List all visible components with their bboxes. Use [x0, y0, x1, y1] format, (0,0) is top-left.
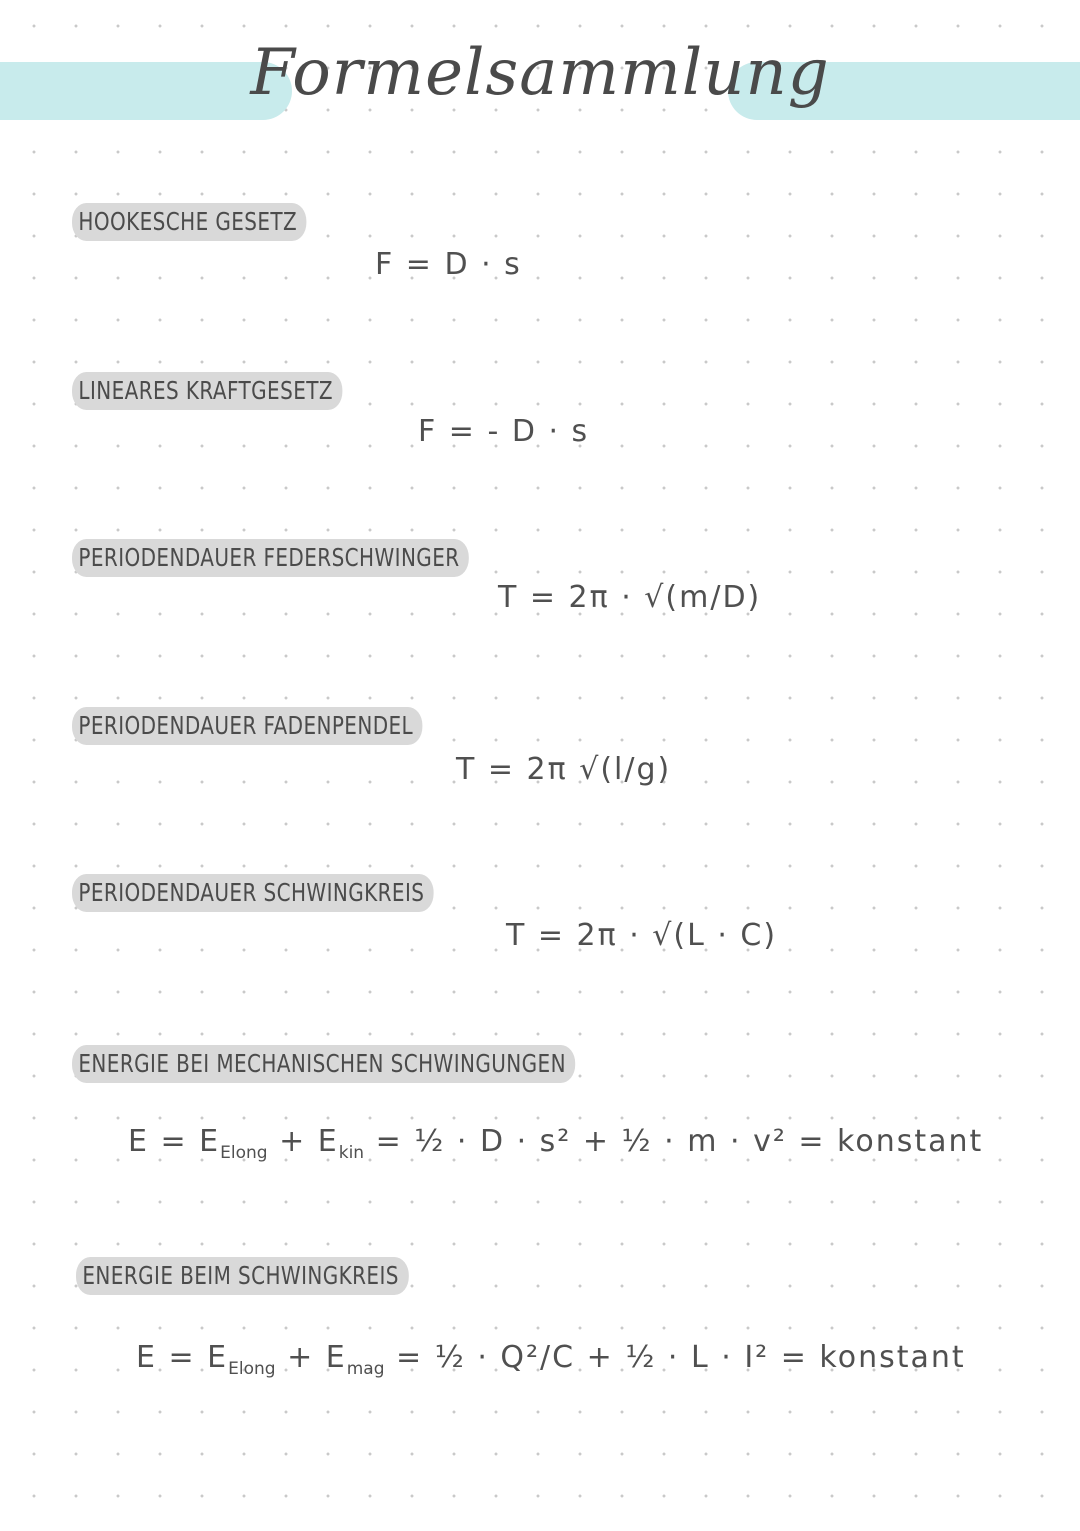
formula-part: = ½ · Q²/C + ½ · L · I² = konstant — [384, 1340, 966, 1375]
formula-part: = ½ · D · s² + ½ · m · v² = konstant — [364, 1124, 984, 1159]
heading-periodendauer-fadenpendel: PERIODENDAUER FADENPENDEL — [72, 707, 423, 745]
formula-energie-schwingkreis — [136, 1340, 966, 1379]
heading-hookesche-gesetz: HOOKESCHE GESETZ — [72, 203, 307, 241]
subscript-kin: kin — [338, 1143, 365, 1163]
subscript-mag: mag — [346, 1359, 385, 1379]
heading-energie-mechanisch: ENERGIE BEI MECHANISCHEN SCHWINGUNGEN — [72, 1045, 576, 1083]
formula-periodendauer-fadenpendel: T = 2π √(l/g) — [456, 752, 672, 787]
subscript-elong: Elong — [228, 1359, 276, 1379]
heading-energie-schwingkreis: ENERGIE BEIM SCHWINGKREIS — [76, 1257, 408, 1295]
formula-part: E = E — [128, 1124, 221, 1159]
heading-lineares-kraftgesetz: LINEARES KRAFTGESETZ — [72, 372, 343, 410]
formula-part: + E — [275, 1340, 347, 1375]
subscript-elong: Elong — [220, 1143, 268, 1163]
heading-periodendauer-federschwinger: PERIODENDAUER FEDERSCHWINGER — [72, 539, 469, 577]
page-title: Formelsammlung — [250, 36, 830, 110]
formula-part: + E — [267, 1124, 339, 1159]
heading-periodendauer-schwingkreis: PERIODENDAUER SCHWINGKREIS — [72, 874, 434, 912]
formula-part: E = E — [136, 1340, 229, 1375]
formula-energie-mechanisch — [128, 1124, 983, 1163]
formula-periodendauer-schwingkreis: T = 2π · √(L · C) — [506, 918, 778, 953]
formula-lineares-kraftgesetz: F = - D · s — [418, 414, 590, 449]
formula-hookesche-gesetz: F = D · s — [375, 247, 522, 282]
formula-periodendauer-federschwinger: T = 2π · √(m/D) — [498, 580, 762, 615]
